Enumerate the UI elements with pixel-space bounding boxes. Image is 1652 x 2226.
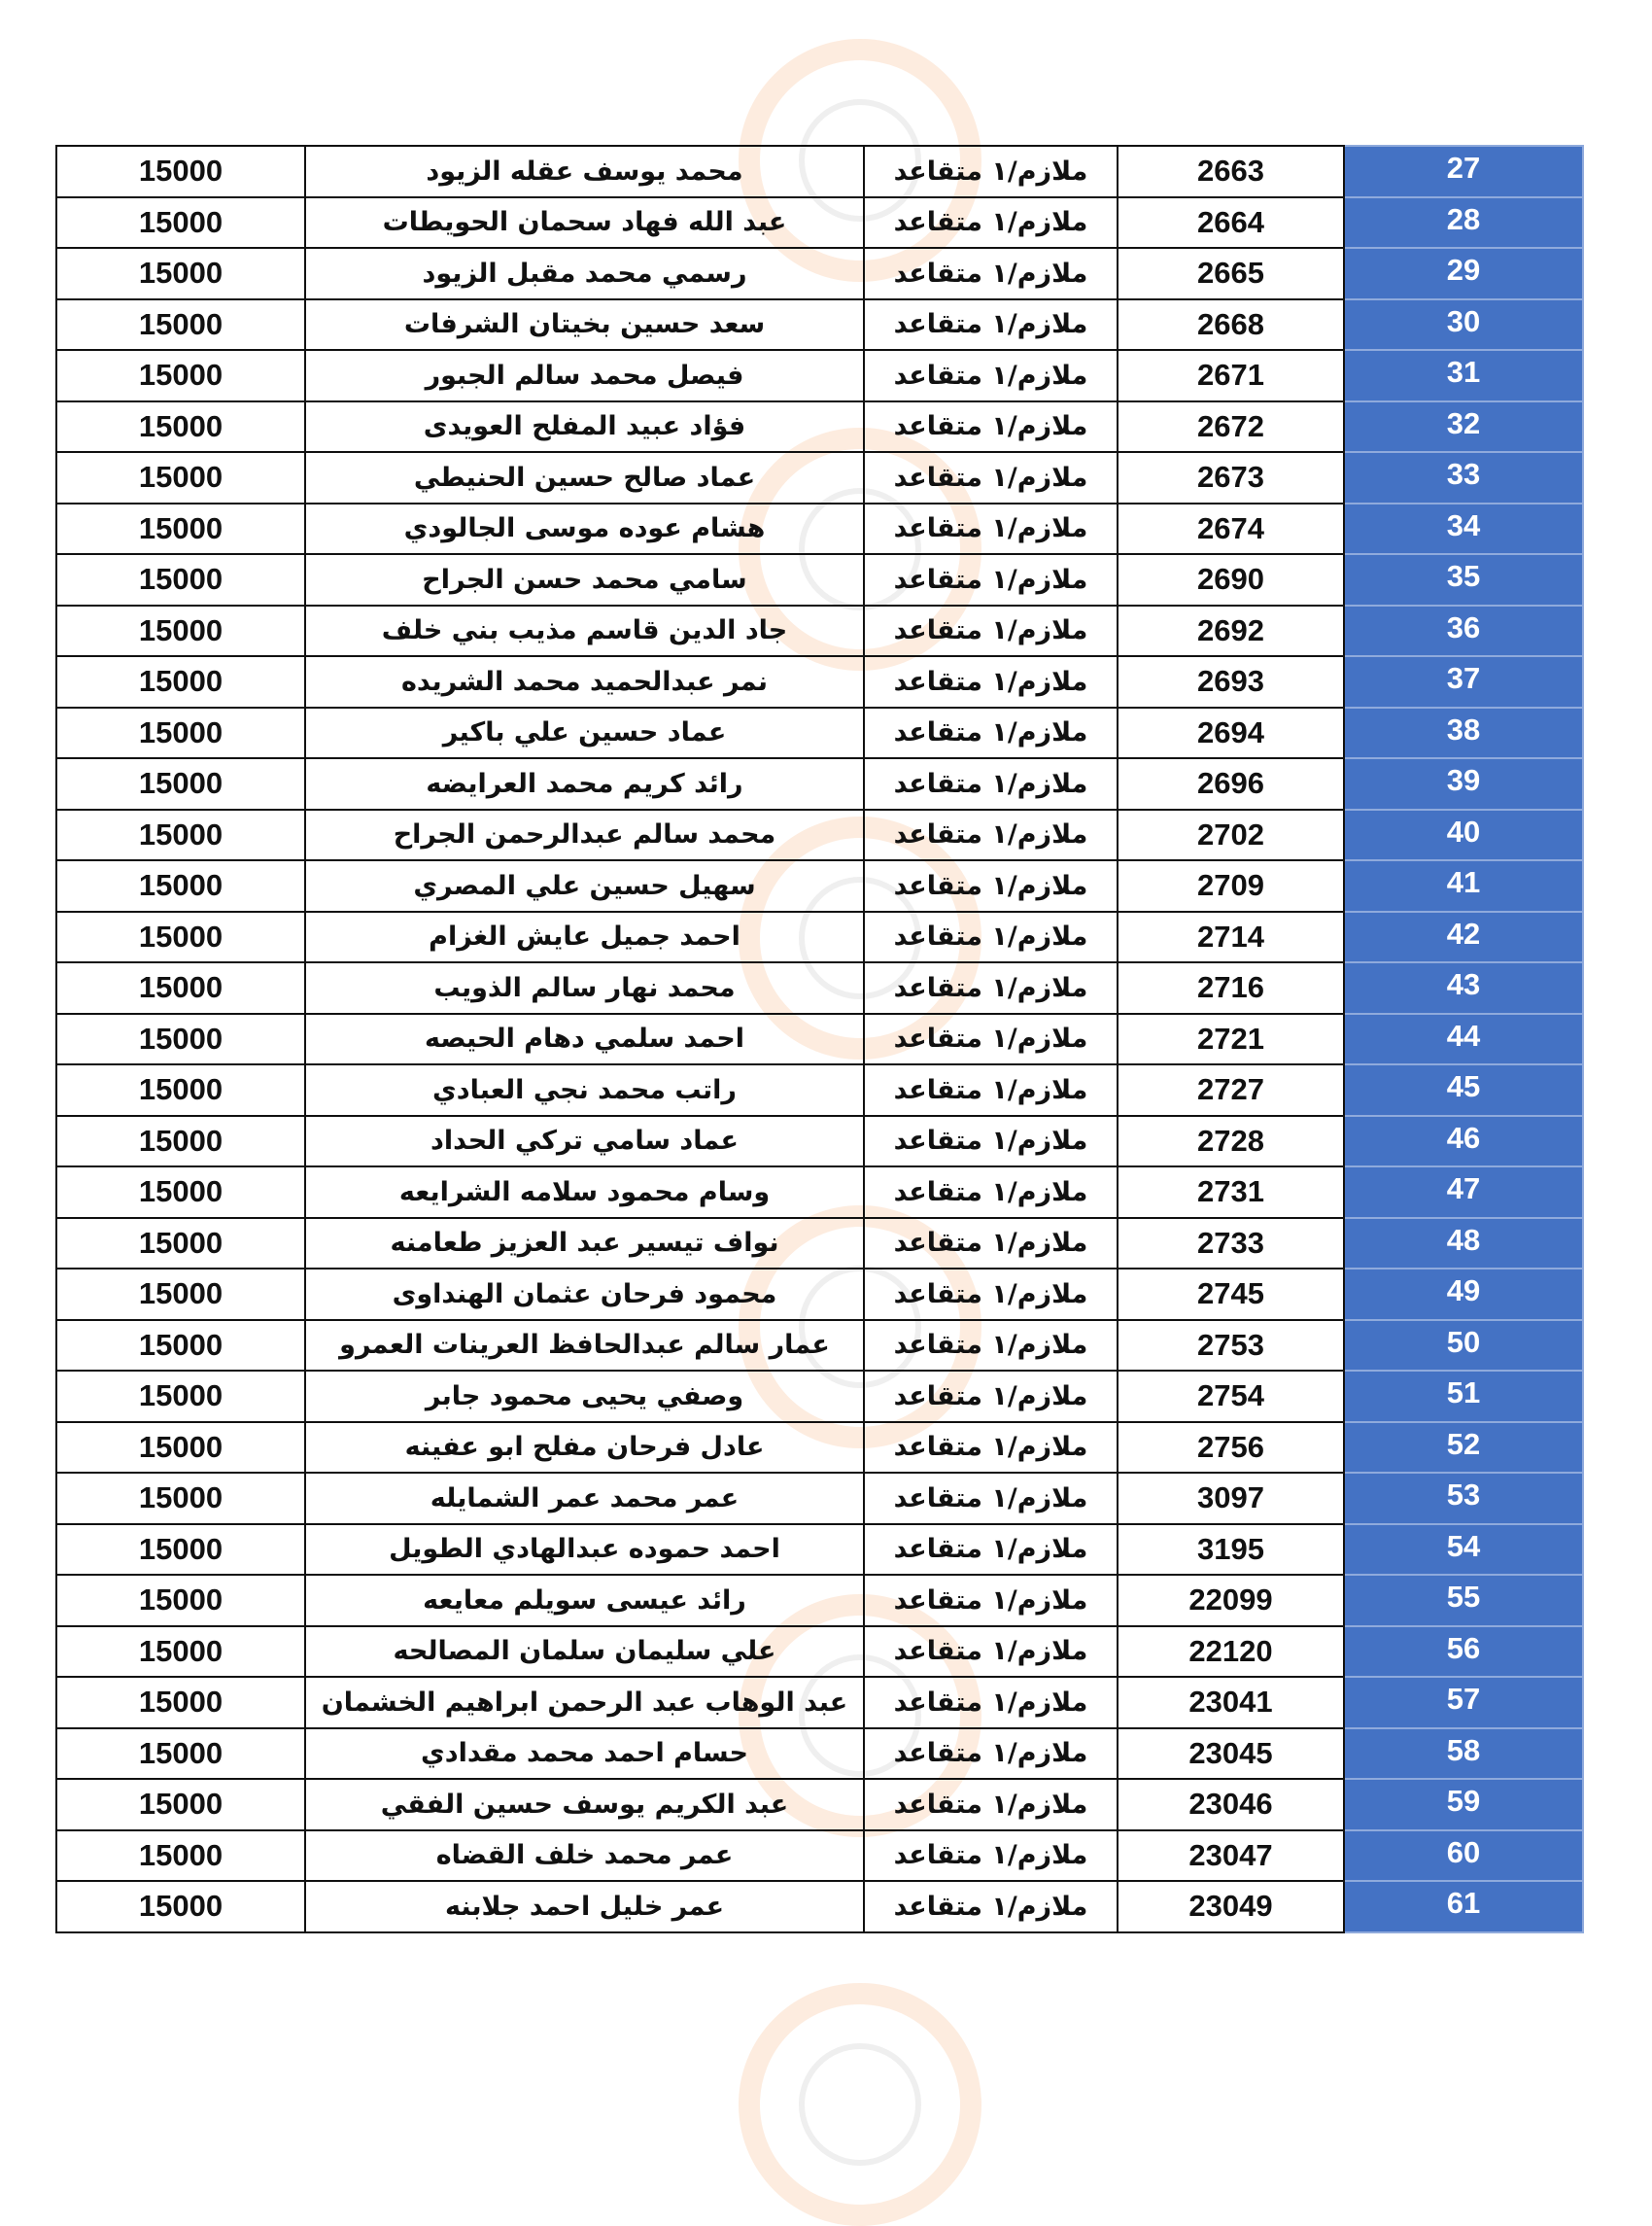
id-number-cell: 2696 — [1118, 758, 1344, 810]
amount-cell: 15000 — [56, 1728, 305, 1780]
id-number-cell: 2714 — [1118, 912, 1344, 963]
table-row — [56, 504, 1583, 555]
sequence-cell: 58 — [1344, 1728, 1583, 1780]
name-cell: عبد الكريم يوسف حسين الفقي — [305, 1779, 864, 1830]
sequence-cell: 39 — [1344, 758, 1583, 810]
table-row — [56, 401, 1583, 453]
table-row — [56, 1728, 1583, 1780]
rank-cell: ملازم/١ متقاعد — [864, 504, 1118, 555]
name-cell: جاد الدين قاسم مذيب بني خلف — [305, 606, 864, 657]
amount-cell: 15000 — [56, 656, 305, 708]
sequence-cell: 61 — [1344, 1881, 1583, 1932]
sequence-cell: 38 — [1344, 708, 1583, 759]
name-cell: سهيل حسين علي المصري — [305, 860, 864, 912]
table-row — [56, 146, 1583, 197]
sequence-cell: 60 — [1344, 1830, 1583, 1882]
sequence-cell: 57 — [1344, 1677, 1583, 1728]
amount-cell: 15000 — [56, 1166, 305, 1218]
id-number-cell: 2731 — [1118, 1166, 1344, 1218]
name-cell: عماد حسين علي باكير — [305, 708, 864, 759]
amount-cell: 15000 — [56, 1473, 305, 1524]
name-cell: عمر محمد خلف القضاه — [305, 1830, 864, 1882]
id-number-cell: 2665 — [1118, 248, 1344, 299]
amount-cell: 15000 — [56, 299, 305, 351]
name-cell: محمد يوسف عقله الزيود — [305, 146, 864, 197]
id-number-cell: 3195 — [1118, 1524, 1344, 1576]
rank-cell: ملازم/١ متقاعد — [864, 1728, 1118, 1780]
rank-cell: ملازم/١ متقاعد — [864, 1881, 1118, 1932]
amount-cell: 15000 — [56, 1269, 305, 1320]
id-number-cell: 2721 — [1118, 1014, 1344, 1065]
sequence-cell: 28 — [1344, 197, 1583, 249]
table-row — [56, 912, 1583, 963]
name-cell: نمر عبدالحميد محمد الشريده — [305, 656, 864, 708]
table-row — [56, 1830, 1583, 1882]
table-row — [56, 1575, 1583, 1626]
table-row — [56, 708, 1583, 759]
name-cell: محمد نهار سالم الذويب — [305, 962, 864, 1014]
amount-cell: 15000 — [56, 1218, 305, 1270]
table-row — [56, 1218, 1583, 1270]
rank-cell: ملازم/١ متقاعد — [864, 197, 1118, 249]
sequence-cell: 31 — [1344, 350, 1583, 401]
sequence-cell: 51 — [1344, 1371, 1583, 1422]
amount-cell: 15000 — [56, 912, 305, 963]
amount-cell: 15000 — [56, 1422, 305, 1474]
table-row — [56, 1626, 1583, 1678]
sequence-cell: 52 — [1344, 1422, 1583, 1474]
sequence-cell: 59 — [1344, 1779, 1583, 1830]
rank-cell: ملازم/١ متقاعد — [864, 1626, 1118, 1678]
rank-cell: ملازم/١ متقاعد — [864, 1575, 1118, 1626]
table-row — [56, 1371, 1583, 1422]
table-row — [56, 1269, 1583, 1320]
amount-cell: 15000 — [56, 1881, 305, 1932]
id-number-cell: 22099 — [1118, 1575, 1344, 1626]
rank-cell: ملازم/١ متقاعد — [864, 350, 1118, 401]
name-cell: وسام محمود سلامه الشرايعه — [305, 1166, 864, 1218]
table-row — [56, 1014, 1583, 1065]
id-number-cell: 2733 — [1118, 1218, 1344, 1270]
id-number-cell: 22120 — [1118, 1626, 1344, 1678]
table-row — [56, 452, 1583, 504]
amount-cell: 15000 — [56, 504, 305, 555]
sequence-cell: 43 — [1344, 962, 1583, 1014]
rank-cell: ملازم/١ متقاعد — [864, 1524, 1118, 1576]
name-cell: عادل فرحان مفلح ابو عفينه — [305, 1422, 864, 1474]
id-number-cell: 2674 — [1118, 504, 1344, 555]
id-number-cell: 2702 — [1118, 810, 1344, 861]
amount-cell: 15000 — [56, 962, 305, 1014]
id-number-cell: 3097 — [1118, 1473, 1344, 1524]
id-number-cell: 2690 — [1118, 554, 1344, 606]
name-cell: احمد سلمي دهام الحيصه — [305, 1014, 864, 1065]
amount-cell: 15000 — [56, 1830, 305, 1882]
name-cell: راتب محمد نجي العبادي — [305, 1064, 864, 1116]
table-row — [56, 197, 1583, 249]
sequence-cell: 55 — [1344, 1575, 1583, 1626]
amount-cell: 15000 — [56, 1626, 305, 1678]
name-cell: رائد كريم محمد العرايضه — [305, 758, 864, 810]
table-row — [56, 758, 1583, 810]
amount-cell: 15000 — [56, 1575, 305, 1626]
id-number-cell: 23045 — [1118, 1728, 1344, 1780]
id-number-cell: 2668 — [1118, 299, 1344, 351]
amount-cell: 15000 — [56, 1524, 305, 1576]
amount-cell: 15000 — [56, 554, 305, 606]
amount-cell: 15000 — [56, 1014, 305, 1065]
rank-cell: ملازم/١ متقاعد — [864, 248, 1118, 299]
name-cell: عبد الوهاب عبد الرحمن ابراهيم الخشمان — [305, 1677, 864, 1728]
sequence-cell: 53 — [1344, 1473, 1583, 1524]
amount-cell: 15000 — [56, 248, 305, 299]
sequence-cell: 46 — [1344, 1116, 1583, 1167]
amount-cell: 15000 — [56, 1779, 305, 1830]
id-number-cell: 2728 — [1118, 1116, 1344, 1167]
name-cell: وصفي يحيى محمود جابر — [305, 1371, 864, 1422]
name-cell: هشام عوده موسى الجالودي — [305, 504, 864, 555]
amount-cell: 15000 — [56, 401, 305, 453]
id-number-cell: 23047 — [1118, 1830, 1344, 1882]
sequence-cell: 44 — [1344, 1014, 1583, 1065]
amount-cell: 15000 — [56, 1064, 305, 1116]
sequence-cell: 48 — [1344, 1218, 1583, 1270]
sequence-cell: 34 — [1344, 504, 1583, 555]
table-row — [56, 656, 1583, 708]
id-number-cell: 2673 — [1118, 452, 1344, 504]
id-number-cell: 2709 — [1118, 860, 1344, 912]
sequence-cell: 36 — [1344, 606, 1583, 657]
id-number-cell: 2664 — [1118, 197, 1344, 249]
table-row — [56, 1677, 1583, 1728]
sequence-cell: 29 — [1344, 248, 1583, 299]
id-number-cell: 2727 — [1118, 1064, 1344, 1116]
name-cell: محمد سالم عبدالرحمن الجراح — [305, 810, 864, 861]
rank-cell: ملازم/١ متقاعد — [864, 962, 1118, 1014]
watermark-clock-logo — [739, 1983, 981, 2226]
id-number-cell: 2754 — [1118, 1371, 1344, 1422]
id-number-cell: 2672 — [1118, 401, 1344, 453]
table-row — [56, 1064, 1583, 1116]
amount-cell: 15000 — [56, 1320, 305, 1372]
name-cell: نواف تيسير عبد العزيز طعامنه — [305, 1218, 864, 1270]
id-number-cell: 2753 — [1118, 1320, 1344, 1372]
sequence-cell: 30 — [1344, 299, 1583, 351]
rank-cell: ملازم/١ متقاعد — [864, 1320, 1118, 1372]
amount-cell: 15000 — [56, 146, 305, 197]
table-row — [56, 860, 1583, 912]
table-row — [56, 1422, 1583, 1474]
sequence-cell: 54 — [1344, 1524, 1583, 1576]
name-cell: عمار سالم عبدالحافظ العرينات العمرو — [305, 1320, 864, 1372]
table-row — [56, 810, 1583, 861]
id-number-cell: 2694 — [1118, 708, 1344, 759]
table-row — [56, 606, 1583, 657]
amount-cell: 15000 — [56, 810, 305, 861]
amount-cell: 15000 — [56, 1116, 305, 1167]
sequence-cell: 35 — [1344, 554, 1583, 606]
id-number-cell: 2716 — [1118, 962, 1344, 1014]
rank-cell: ملازم/١ متقاعد — [864, 1677, 1118, 1728]
table-row — [56, 1881, 1583, 1932]
amount-cell: 15000 — [56, 708, 305, 759]
id-number-cell: 2671 — [1118, 350, 1344, 401]
sequence-cell: 32 — [1344, 401, 1583, 453]
table-row — [56, 350, 1583, 401]
rank-cell: ملازم/١ متقاعد — [864, 1064, 1118, 1116]
sequence-cell: 56 — [1344, 1626, 1583, 1678]
sequence-cell: 42 — [1344, 912, 1583, 963]
amount-cell: 15000 — [56, 197, 305, 249]
amount-cell: 15000 — [56, 1677, 305, 1728]
name-cell: عمر محمد عمر الشمايله — [305, 1473, 864, 1524]
rank-cell: ملازم/١ متقاعد — [864, 146, 1118, 197]
name-cell: سعد حسين بخيتان الشرفات — [305, 299, 864, 351]
table-row — [56, 1166, 1583, 1218]
sequence-cell: 40 — [1344, 810, 1583, 861]
id-number-cell: 2692 — [1118, 606, 1344, 657]
table-row — [56, 299, 1583, 351]
sequence-cell: 37 — [1344, 656, 1583, 708]
table-row — [56, 962, 1583, 1014]
rank-cell: ملازم/١ متقاعد — [864, 1830, 1118, 1882]
sequence-cell: 47 — [1344, 1166, 1583, 1218]
id-number-cell: 2745 — [1118, 1269, 1344, 1320]
amount-cell: 15000 — [56, 452, 305, 504]
rank-cell: ملازم/١ متقاعد — [864, 860, 1118, 912]
name-cell: عماد صالح حسين الحنيطي — [305, 452, 864, 504]
rank-cell: ملازم/١ متقاعد — [864, 1779, 1118, 1830]
rank-cell: ملازم/١ متقاعد — [864, 606, 1118, 657]
table-row — [56, 1473, 1583, 1524]
name-cell: عماد سامي تركي الحداد — [305, 1116, 864, 1167]
rank-cell: ملازم/١ متقاعد — [864, 1371, 1118, 1422]
amount-cell: 15000 — [56, 1371, 305, 1422]
id-number-cell: 2693 — [1118, 656, 1344, 708]
name-cell: رائد عيسى سويلم معايعه — [305, 1575, 864, 1626]
table-row — [56, 1320, 1583, 1372]
table-row — [56, 1524, 1583, 1576]
amount-cell: 15000 — [56, 606, 305, 657]
sequence-cell: 50 — [1344, 1320, 1583, 1372]
name-cell: حسام احمد محمد مقدادي — [305, 1728, 864, 1780]
rank-cell: ملازم/١ متقاعد — [864, 554, 1118, 606]
sequence-cell: 41 — [1344, 860, 1583, 912]
rank-cell: ملازم/١ متقاعد — [864, 1166, 1118, 1218]
id-number-cell: 23041 — [1118, 1677, 1344, 1728]
rank-cell: ملازم/١ متقاعد — [864, 758, 1118, 810]
table-row — [56, 248, 1583, 299]
rank-cell: ملازم/١ متقاعد — [864, 452, 1118, 504]
rank-cell: ملازم/١ متقاعد — [864, 1269, 1118, 1320]
name-cell: سامي محمد حسن الجراح — [305, 554, 864, 606]
rank-cell: ملازم/١ متقاعد — [864, 708, 1118, 759]
amount-cell: 15000 — [56, 758, 305, 810]
name-cell: فؤاد عبيد المفلح العويدى — [305, 401, 864, 453]
sequence-cell: 45 — [1344, 1064, 1583, 1116]
rank-cell: ملازم/١ متقاعد — [864, 401, 1118, 453]
sequence-cell: 27 — [1344, 146, 1583, 197]
amount-cell: 15000 — [56, 860, 305, 912]
rank-cell: ملازم/١ متقاعد — [864, 1014, 1118, 1065]
id-number-cell: 23049 — [1118, 1881, 1344, 1932]
amount-cell: 15000 — [56, 350, 305, 401]
rank-cell: ملازم/١ متقاعد — [864, 912, 1118, 963]
name-cell: احمد حموده عبدالهادي الطويل — [305, 1524, 864, 1576]
name-cell: احمد جميل عايش الغزام — [305, 912, 864, 963]
rank-cell: ملازم/١ متقاعد — [864, 1116, 1118, 1167]
rank-cell: ملازم/١ متقاعد — [864, 656, 1118, 708]
name-cell: عمر خليل احمد جلابنه — [305, 1881, 864, 1932]
rank-cell: ملازم/١ متقاعد — [864, 1422, 1118, 1474]
id-number-cell: 2663 — [1118, 146, 1344, 197]
rank-cell: ملازم/١ متقاعد — [864, 299, 1118, 351]
id-number-cell: 2756 — [1118, 1422, 1344, 1474]
id-number-cell: 23046 — [1118, 1779, 1344, 1830]
table-row — [56, 1779, 1583, 1830]
name-cell: محمود فرحان عثمان الهنداوى — [305, 1269, 864, 1320]
sequence-cell: 49 — [1344, 1269, 1583, 1320]
rank-cell: ملازم/١ متقاعد — [864, 1218, 1118, 1270]
name-cell: فيصل محمد سالم الجبور — [305, 350, 864, 401]
name-cell: عبد الله فهاد سحمان الحويطات — [305, 197, 864, 249]
rank-cell: ملازم/١ متقاعد — [864, 1473, 1118, 1524]
table-row — [56, 1116, 1583, 1167]
name-cell: رسمي محمد مقبل الزيود — [305, 248, 864, 299]
name-cell: علي سليمان سلمان المصالحه — [305, 1626, 864, 1678]
table-row — [56, 554, 1583, 606]
rank-cell: ملازم/١ متقاعد — [864, 810, 1118, 861]
retirees-table — [55, 145, 1584, 1933]
sequence-cell: 33 — [1344, 452, 1583, 504]
